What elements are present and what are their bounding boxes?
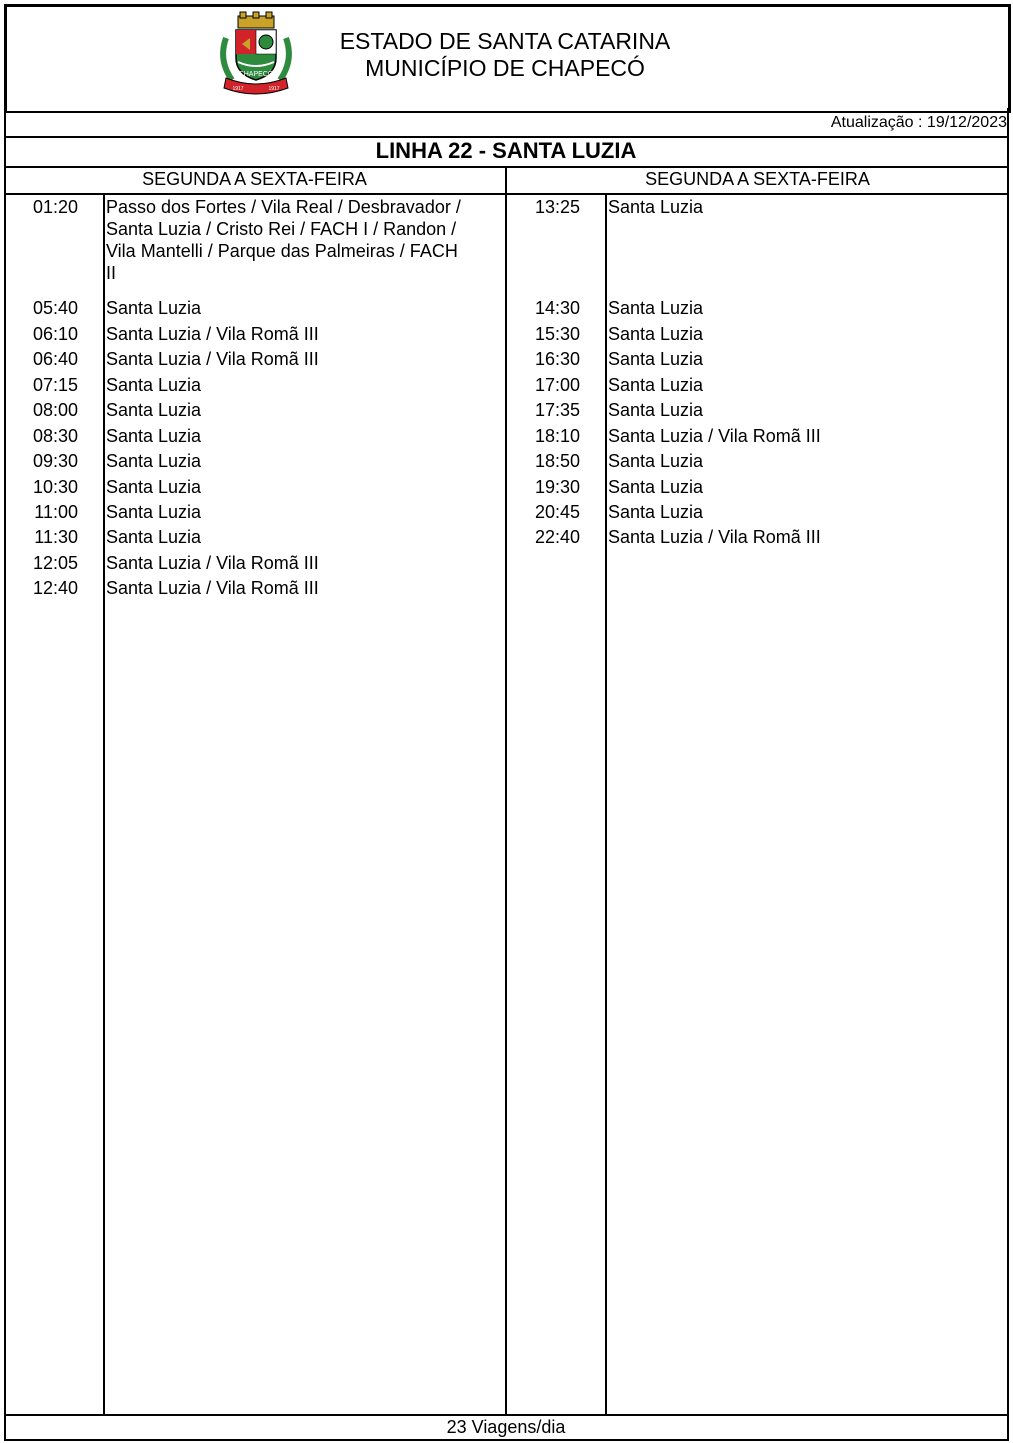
right-route: Santa Luzia <box>608 349 704 369</box>
left-route: Santa Luzia <box>106 502 202 522</box>
left-time: 12:05 <box>32 553 78 573</box>
frame-bottom-border <box>4 1439 1009 1441</box>
crest-year-right: 1917 <box>268 86 280 92</box>
left-time: 09:30 <box>32 451 78 471</box>
right-route: Santa Luzia <box>608 375 704 395</box>
left-route: Santa Luzia <box>106 400 202 420</box>
crest-name: CHAPECÓ <box>238 71 274 78</box>
left-route: Santa Luzia <box>106 527 202 547</box>
left-time: 10:30 <box>32 477 78 497</box>
org-title <box>290 28 720 82</box>
left-time: 11:30 <box>34 527 78 547</box>
left-time: 07:15 <box>32 375 78 395</box>
right-route: Santa Luzia <box>608 324 704 344</box>
left-time: 01:20 <box>32 197 78 217</box>
left-time: 05:40 <box>32 298 78 318</box>
left-route: Santa Luzia <box>106 451 202 471</box>
trips-per-day: 23 Viagens/dia <box>446 1417 566 1437</box>
municipality-name: MUNICÍPIO DE CHAPECÓ <box>365 55 645 81</box>
right-time: 19:30 <box>534 477 580 497</box>
right-time: 17:35 <box>534 400 580 420</box>
left-route: Santa Luzia / Vila Romã III <box>106 349 319 369</box>
left-time-divider <box>103 193 105 1415</box>
right-time: 14:30 <box>534 298 580 318</box>
state-name: ESTADO DE SANTA CATARINA <box>339 28 671 54</box>
left-time: 06:40 <box>32 349 78 369</box>
line-title: LINHA 22 - SANTA LUZIA <box>375 138 637 163</box>
column-divider <box>505 166 507 1415</box>
left-route: Santa Luzia <box>106 298 202 318</box>
left-time: 06:10 <box>32 324 78 344</box>
left-route: Santa Luzia <box>106 426 202 446</box>
left-route: Santa Luzia <box>106 375 202 395</box>
crest-year-left: 1917 <box>232 86 244 92</box>
left-time: 12:40 <box>32 578 78 598</box>
right-time: 18:10 <box>534 426 580 446</box>
right-route: Santa Luzia <box>608 197 704 217</box>
right-route: Santa Luzia <box>608 298 704 318</box>
right-column-header: SEGUNDA A SEXTA-FEIRA <box>645 169 870 189</box>
right-time: 13:25 <box>534 197 580 217</box>
left-route: Santa Luzia / Vila Romã III <box>106 578 319 598</box>
left-route: Santa Luzia <box>106 477 202 497</box>
municipal-crest-icon <box>216 10 296 96</box>
right-time: 22:40 <box>534 527 580 547</box>
left-route: Santa Luzia / Vila Romã III <box>106 553 319 573</box>
left-time: 08:00 <box>32 400 78 420</box>
right-time: 17:00 <box>534 375 580 395</box>
frame-left-border <box>4 108 6 1441</box>
left-route: Santa Luzia / Vila Romã III <box>106 324 319 344</box>
update-date: Atualização : 19/12/2023 <box>830 114 1007 131</box>
right-route: Santa Luzia <box>608 502 704 522</box>
left-time: 11:00 <box>34 502 78 522</box>
right-route: Santa Luzia / Vila Romã III <box>608 527 821 547</box>
right-time-divider <box>605 193 607 1415</box>
right-route: Santa Luzia <box>608 400 704 420</box>
right-time: 16:30 <box>534 349 580 369</box>
left-column-header: SEGUNDA A SEXTA-FEIRA <box>142 169 367 189</box>
right-time: 15:30 <box>534 324 580 344</box>
right-time: 20:45 <box>534 502 580 522</box>
right-route: Santa Luzia / Vila Romã III <box>608 426 821 446</box>
left-time: 08:30 <box>32 426 78 446</box>
left-route: Passo dos Fortes / Vila Real / Desbravador / Santa Luzia / Cristo Rei / FACH I / Randon / Vila Mantelli / Parque das Palmeiras / FACH II <box>106 197 461 283</box>
frame-right-border <box>1007 108 1009 1441</box>
right-route: Santa Luzia <box>608 477 704 497</box>
right-route: Santa Luzia <box>608 451 704 471</box>
right-time: 18:50 <box>534 451 580 471</box>
